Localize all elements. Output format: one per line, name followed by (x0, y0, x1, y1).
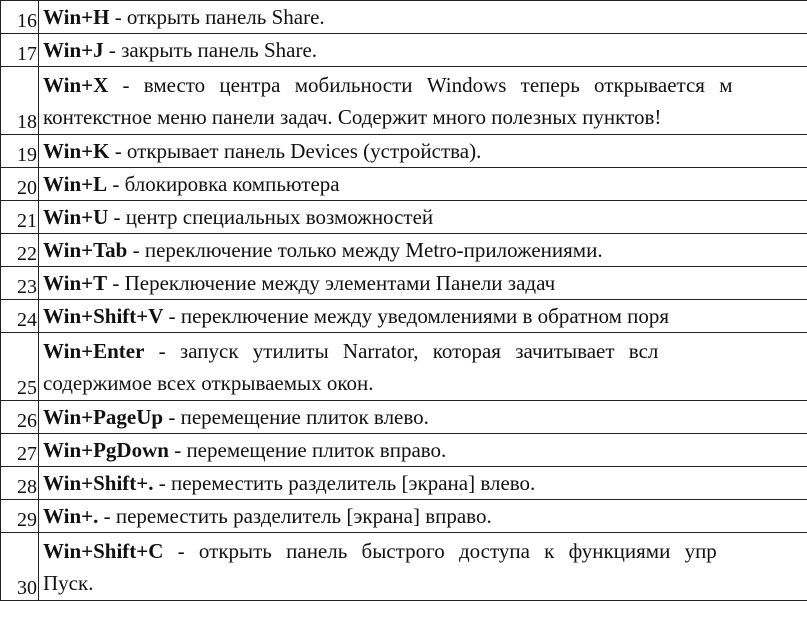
shortcut-description: - вместо центра мобильности Windows теперь открывается м (108, 72, 733, 97)
shortcut-key: Win+. (43, 504, 99, 528)
row-number: 28 (1, 467, 39, 500)
description-line (43, 135, 807, 167)
shortcut-description: - перемещение плиток вправо. (168, 438, 447, 462)
row-number: 30 (1, 533, 39, 601)
table-row (1, 201, 807, 234)
shortcut-description: содержимое всех открываемых окон. (43, 370, 374, 395)
shortcut-description: - блокировка компьютера (107, 172, 340, 196)
table-row (1, 533, 807, 601)
shortcut-description: - перемещение плиток влево. (163, 405, 429, 429)
shortcut-description-cell (39, 533, 807, 601)
table-row (1, 401, 807, 434)
description-line (43, 267, 807, 299)
row-number: 22 (1, 234, 39, 267)
shortcut-key: Win+L (43, 172, 108, 196)
shortcut-description-cell (39, 201, 807, 234)
shortcut-description: - центр специальных возможностей (108, 205, 434, 229)
row-number: 23 (1, 267, 39, 300)
shortcut-description-cell (39, 1, 807, 34)
table-row (1, 34, 807, 67)
shortcut-description: - Переключение между элементами Панели задач (107, 271, 556, 295)
shortcut-key: Win+Tab (43, 238, 128, 262)
description-line (43, 300, 807, 332)
shortcut-key: Win+Enter (43, 338, 145, 363)
shortcut-description-cell (39, 168, 807, 201)
shortcut-description-cell (39, 34, 807, 67)
shortcut-description: - открывает панель Devices (устройства). (109, 139, 482, 163)
shortcut-description: Пуск. (43, 570, 94, 595)
shortcut-description-cell (39, 67, 807, 135)
shortcut-description-cell (39, 401, 807, 434)
table-row (1, 300, 807, 333)
table-row (1, 168, 807, 201)
table-row (1, 467, 807, 500)
row-number: 27 (1, 434, 39, 467)
shortcut-key: Win+K (43, 139, 110, 163)
shortcut-description-cell (39, 234, 807, 267)
shortcut-description: - закрыть панель Share. (103, 38, 318, 62)
shortcut-description: - переместить разделитель [экрана] влево. (153, 471, 536, 495)
shortcut-description-cell (39, 500, 807, 533)
shortcut-key: Win+J (43, 38, 104, 62)
shortcut-description-cell (39, 467, 807, 500)
description-line (43, 401, 807, 433)
shortcut-description: - запуск утилиты Narrator, которая зачитывает всл (144, 338, 659, 363)
description-line (43, 567, 807, 599)
shortcut-description: - открыть панель быстрого доступа к функциями упр (163, 538, 717, 563)
row-number: 21 (1, 201, 39, 234)
shortcut-description: - переключение только между Metro-приложениями. (127, 238, 603, 262)
shortcut-key: Win+PageUp (43, 405, 164, 429)
description-line (43, 101, 807, 133)
table-row (1, 67, 807, 135)
shortcut-key: Win+Shift+C (43, 538, 164, 563)
table-row (1, 500, 807, 533)
table-row (1, 234, 807, 267)
description-line (43, 201, 807, 233)
shortcut-description-cell (39, 300, 807, 333)
row-number: 20 (1, 168, 39, 201)
shortcut-description: контекстное меню панели задач. Содержит много полезных пунктов! (43, 104, 662, 129)
description-line (43, 335, 807, 367)
shortcut-key: Win+Shift+V (43, 304, 164, 328)
shortcut-key: Win+H (43, 5, 110, 29)
description-line (43, 168, 807, 200)
row-number: 26 (1, 401, 39, 434)
shortcut-description-cell (39, 267, 807, 300)
description-line (43, 500, 807, 532)
shortcut-description-cell (39, 333, 807, 401)
table-row (1, 135, 807, 168)
row-number: 19 (1, 135, 39, 168)
shortcut-key: Win+PgDown (43, 438, 169, 462)
shortcut-description: - переместить разделитель [экрана] вправо. (98, 504, 492, 528)
shortcut-description-cell (39, 135, 807, 168)
row-number: 17 (1, 34, 39, 67)
description-line (43, 1, 807, 33)
table-row (1, 333, 807, 401)
shortcut-key: Win+U (43, 205, 109, 229)
row-number: 16 (1, 1, 39, 34)
description-line (43, 34, 807, 66)
description-line (43, 234, 807, 266)
description-line (43, 69, 807, 101)
table-row (1, 1, 807, 34)
row-number: 29 (1, 500, 39, 533)
shortcut-table-body (1, 1, 807, 601)
shortcut-key: Win+T (43, 271, 108, 295)
description-line (43, 535, 807, 567)
row-number: 24 (1, 300, 39, 333)
table-row (1, 267, 807, 300)
shortcut-description: - открыть панель Share. (109, 5, 325, 29)
shortcut-key: Win+X (43, 72, 109, 97)
shortcut-description: - переключение между уведомлениями в обратном поря (163, 304, 670, 328)
description-line (43, 467, 807, 499)
row-number: 18 (1, 67, 39, 135)
row-number: 25 (1, 333, 39, 401)
description-line (43, 367, 807, 399)
shortcut-key: Win+Shift+. (43, 471, 154, 495)
shortcut-description-cell (39, 434, 807, 467)
table-row (1, 434, 807, 467)
description-line (43, 434, 807, 466)
